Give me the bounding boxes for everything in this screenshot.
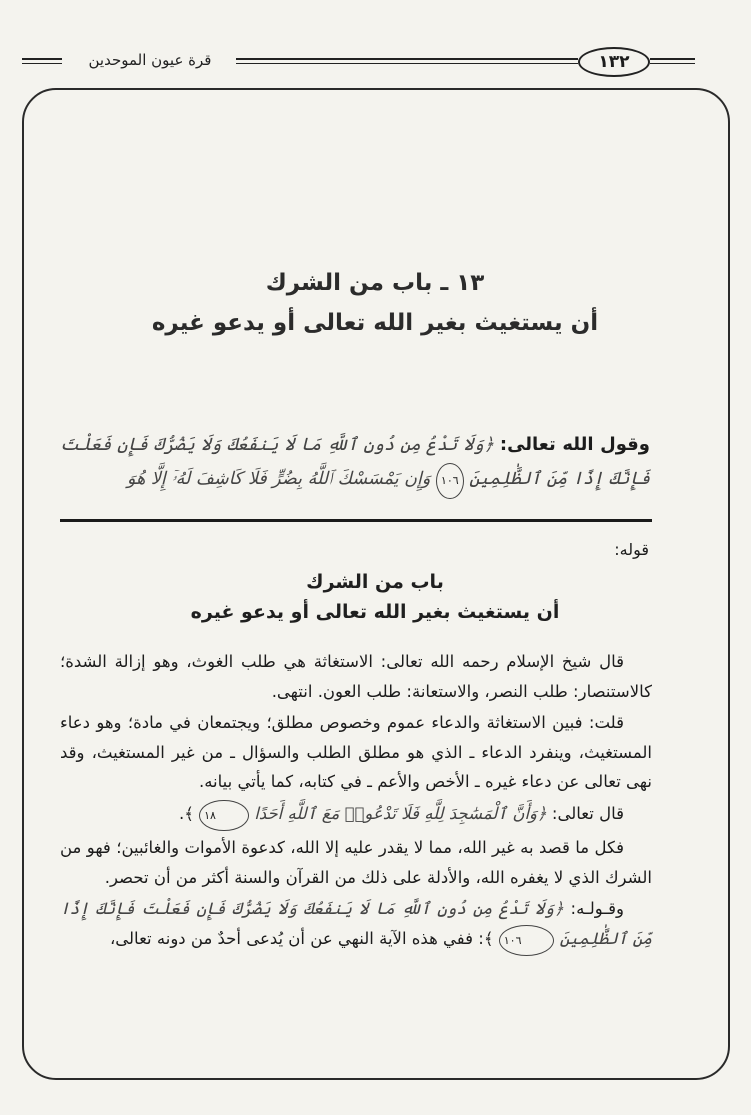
verse-lead: وقول الله تعالى: <box>499 434 650 455</box>
ayah-number-106: ١٠٦ <box>499 925 555 957</box>
verse-text-1: ﴿وَلَا تَدْعُ مِن دُونِ ٱللَّهِ مَا لَا يَنفَعُكَ وَلَا يَضُرُّكَ فَإِن فَعَلْتَ فَإِنَّكَ إِذًا مِّنَ ٱلظَّٰلِمِينَ <box>60 435 650 489</box>
ayah-number-1: ١٠٦ <box>436 463 464 499</box>
commentary-heading-2: أن يستغيث بغير الله تعالى أو يدعو غيره <box>190 601 560 623</box>
header-rule-mid <box>236 58 578 60</box>
page-header <box>0 0 751 100</box>
header-rule-right <box>650 58 695 60</box>
paragraph-5-lead: وقـولـه: <box>570 899 625 918</box>
commentary-body <box>60 647 652 956</box>
ayah-number-18: ١٨ <box>199 800 249 832</box>
paragraph-3-lead: قال تعالى: <box>551 803 624 823</box>
chapter-title-line1: ١٣ ـ باب من الشرك <box>265 270 485 296</box>
header-rule-left-thin <box>22 63 62 64</box>
page-number: ١٣٢ <box>578 47 650 77</box>
commentary-label: قوله: <box>614 540 649 559</box>
section-divider <box>60 519 652 522</box>
chapter-title-line2: أن يستغيث بغير الله تعالى أو يدعو غيره <box>151 310 599 336</box>
paragraph-3 <box>60 799 652 832</box>
paragraph-4: فكل ما قصد به غير الله، مما لا يقدر عليه إلا الله، كدعوة الأموات والغائبين؛ فهو من الشرك الذي لا يغفره الله، والأدلة على ذلك من القرآن والسنة أكثر من أن تحصر. <box>60 838 652 887</box>
book-title: قرة عيون الموحدين <box>88 51 212 69</box>
paragraph-5-verse: ﴿وَلَا تَدْعُ مِن دُونِ ٱللَّهِ مَا لَا يَنفَعُكَ وَلَا يَضُرُّكَ فَإِن فَعَلْتَ فَإِنَّكَ إِذًا مِّنَ ٱلظَّٰلِمِينَ <box>60 899 652 948</box>
paragraph-1: قال شيخ الإسلام رحمه الله تعالى: الاستغاثة هي طلب الغوث، وهو إزالة الشدة؛ كالاستنصار: طلب النصر، والاستعانة: طلب العون. انتهى. <box>60 652 652 701</box>
paragraph-2: قلت: فبين الاستغاثة والدعاء عموم وخصوص مطلق؛ ويجتمعان في مادة؛ وهو دعاء المستغيث، وينفرد الدعاء ـ الذي هو مطلق الطلب والسؤال ـ من غير المستغيث، وقد نهى تعالى عن دعاء غيره ـ الأخص والأعم ـ في كتابه، كما يأتي بيانه. <box>60 713 652 791</box>
paragraph-3-verse: ﴿وَأَنَّ ٱلْمَسَٰجِدَ لِلَّهِ فَلَا تَدْعُوا۟ مَعَ ٱللَّهِ أَحَدًا <box>254 803 547 823</box>
paragraph-3-end: ﴾. <box>178 803 194 823</box>
paragraph-5-end: ﴾: ففي هذه الآية النهي عن أن يُدعى أحدٌ من دونه تعالى، <box>109 928 494 948</box>
commentary-heading-1: باب من الشرك <box>306 571 444 593</box>
header-rule-mid-thin <box>236 63 578 64</box>
header-rule-right-thin <box>650 63 695 64</box>
chapter-verse <box>60 428 650 499</box>
paragraph-5 <box>60 894 652 956</box>
header-rule-left <box>22 58 62 60</box>
verse-text-2: وَإِن يَمْسَسْكَ ٱللَّهُ بِضُرٍّ فَلَا كَاشِفَ لَهُۥٓ إِلَّا هُوَ <box>127 469 431 489</box>
